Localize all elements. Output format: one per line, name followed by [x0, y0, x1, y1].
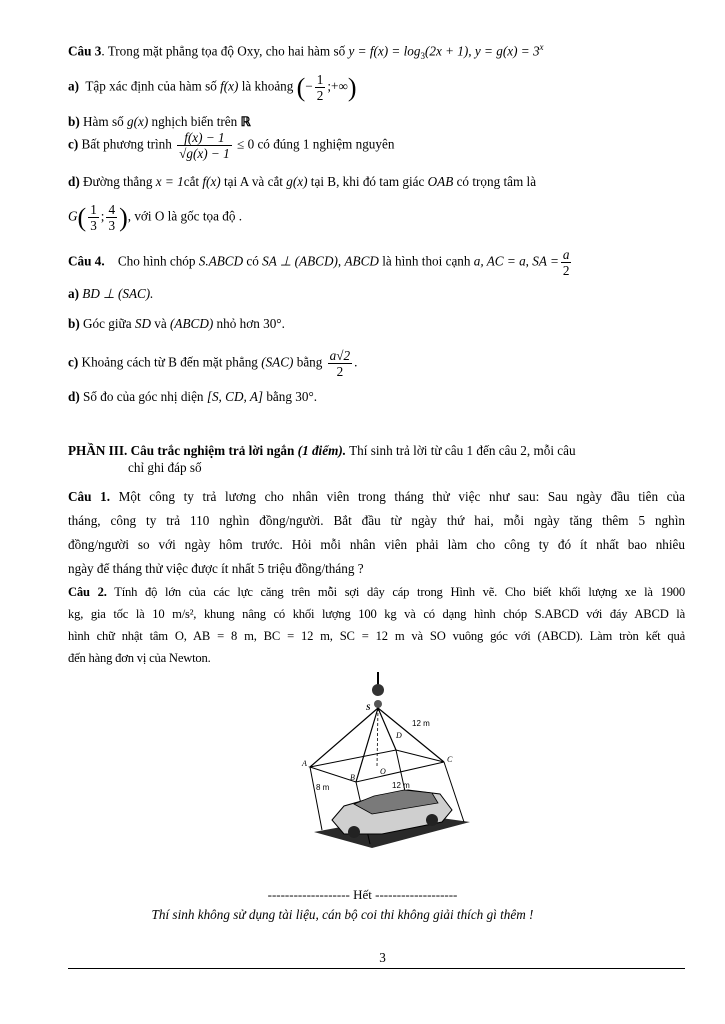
exam-note: Thí sinh không sử dụng tài liệu, cán bộ coi thi không giải thích gì thêm ! — [151, 907, 534, 922]
post-a — [310, 767, 322, 830]
cau3-option-a: a) Tập xác định của hàm số f(x) là khoảng (− $\frac{1}{2}$ ;+∞) — [68, 72, 357, 103]
footer-divider — [68, 968, 685, 969]
fraction: $\frac{f(x) - 1}{√g(x) - 1}$ — [179, 130, 230, 161]
label-ab-length: 8 m — [316, 783, 330, 792]
cau3-option-c: c) Bất phương trình $\frac{f(x) - 1}{√g(x) - 1}$ ≤ 0 có đúng 1 nghiệm nguyên — [68, 130, 395, 161]
cau3-centroid: G( $\frac{1}{3}$ ; $\frac{4}{3}$ ), với O là gốc tọa độ . — [68, 202, 243, 233]
q1-line-1: Câu 1. Một công ty trả lương cho nhân viên trong tháng thử việc như sau: Sau ngày đầu tiên của — [68, 489, 686, 504]
cau4-option-c: c) Khoảng cách từ B đến mặt phẳng (SAC) bằng $\frac{a√2}{2}$ . — [68, 348, 358, 379]
cable-sa — [310, 708, 378, 767]
cau3-option-b: b) Hàm số g(x) nghịch biến trên ℝ — [68, 114, 251, 129]
cau4-option-d: d) Số đo của góc nhị diện [S, CD, A] bằng 30°. — [68, 389, 318, 404]
cau4-option-a: a) BD ⊥ (SAC). — [68, 286, 154, 301]
q1-line-2: tháng, công ty trả 110 nghìn đồng/người. Bắt đầu từ ngày thứ hai, mỗi ngày tăng thêm 5 nghìn — [68, 513, 685, 528]
cable-sb — [356, 708, 378, 782]
label-d: D — [396, 731, 402, 740]
q2-line-4: đến hàng đơn vị của Newton. — [68, 651, 211, 665]
label-sc-length: 12 m — [412, 719, 430, 728]
crane-ring-icon — [374, 700, 382, 708]
q2-line-1: Câu 2. Tính độ lớn của các lực căng trên mỗi sợi dây cáp trong Hình vẽ. Cho biết khối lượng xe là 1900 — [68, 585, 685, 599]
q2-line-2: kg, gia tốc là 10 m/s², khung nâng có khối lượng 100 kg và có dạng hình chóp S.ABCD với đáy ABCD là — [68, 607, 685, 621]
q1-line-3: đồng/người so với ngày hôm trước. Hỏi mỗi nhân viên phải làm cho công ty đó ít nhất bao nhiêu — [68, 537, 685, 552]
cau4-option-b: b) Góc giữa SD và (ABCD) nhỏ hơn 30°. — [68, 316, 285, 331]
cau3-option-d: d) Đường thẳng x = 1cắt f(x) tại A và cắt g(x) tại B, khi đó tam giác OAB có trọng tâm là — [68, 174, 537, 189]
part3-heading: PHẦN III. Câu trắc nghiệm trả lời ngắn (1 điểm). Thí sinh trả lời từ câu 1 đến câu 2, mỗi câu — [68, 443, 576, 458]
label-s: S — [366, 703, 371, 712]
fraction: $\frac{1}{2}$ — [316, 72, 324, 103]
cau3-statement: Câu 3. Trong mặt phẳng tọa độ Oxy, cho hai hàm số $y = f(x) = \log_3(2x + 1)$, $y = g(x) = 3^x$ — [68, 42, 544, 62]
q2-line-3: hình chữ nhật tâm O, AB = 8 m, BC = 12 m, SC = 12 m và SO vuông góc với (ABCD). Làm tròn kết quả — [68, 629, 685, 643]
cau3-label: Câu 3 — [68, 43, 102, 59]
label-a: A — [302, 759, 307, 768]
label-bc-length: 12 m — [392, 781, 410, 790]
label-b: B — [350, 773, 355, 782]
cau4-statement: Câu 4. Cho hình chóp S.ABCD có SA ⊥ (ABCD), ABCD là hình thoi cạnh a, AC = a, SA = $\frac{a}{2}$ — [68, 247, 570, 278]
q1-line-4: ngày để tháng thử việc được ít nhất 5 triệu đồng/tháng ? — [68, 561, 364, 576]
cable-sd — [378, 708, 396, 750]
end-marker: ------------------- Hết ------------------- — [267, 887, 458, 902]
page-number: 3 — [379, 950, 386, 965]
crane-hook-icon — [372, 684, 384, 696]
part3-subheading: chỉ ghi đáp số — [128, 460, 202, 475]
height-so — [377, 708, 378, 766]
label-c: C — [447, 755, 453, 764]
crane-lift-figure — [292, 672, 476, 862]
label-o: O — [380, 767, 386, 776]
